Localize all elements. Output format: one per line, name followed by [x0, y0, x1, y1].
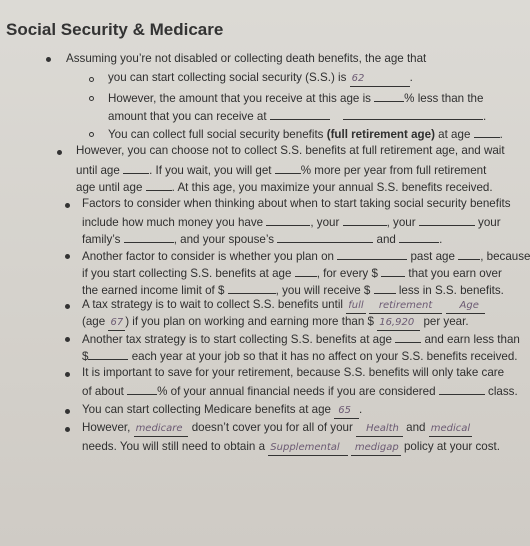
text-line	[82, 298, 485, 314]
handwritten-answer: medical	[430, 423, 471, 434]
line-text: However,	[82, 421, 131, 434]
handwritten-answer: Age	[459, 300, 479, 311]
text-line: amount that you can receive at .	[108, 110, 487, 123]
text-line: Factors to consider when thinking about when to start taking social security benefits	[82, 197, 511, 210]
text-line	[82, 265, 502, 281]
answer-blank[interactable]	[88, 348, 128, 360]
line-text: you can start collecting social security (S.S.) is	[108, 71, 347, 84]
answer-blank[interactable]	[266, 214, 310, 226]
bullet-dot	[46, 57, 51, 62]
line-text: , and your spouse’s	[173, 233, 275, 246]
answer-blank[interactable]	[295, 265, 317, 277]
line-text: your	[478, 216, 501, 229]
text-line	[82, 348, 518, 364]
line-text: the earned income limit of $	[82, 284, 225, 297]
handwritten-answer: Health	[366, 423, 399, 434]
line-text: that you earn over	[408, 267, 502, 280]
bullet-dot	[65, 337, 70, 342]
line-text: Another tax strategy is to start collecting S.S. benefits at age	[82, 333, 392, 346]
line-text: However, the amount that you receive at this age is	[108, 92, 371, 105]
answer-blank[interactable]	[108, 315, 125, 331]
bullet-dot	[65, 427, 70, 432]
line-text: , you will receive $	[275, 284, 371, 297]
bullet-dot	[57, 150, 62, 155]
line-text: (age	[82, 315, 106, 328]
line-text: % less than the	[404, 92, 484, 105]
answer-blank[interactable]	[369, 298, 442, 314]
answer-blank[interactable]	[377, 315, 420, 331]
line-text: . If you wait, you will get	[149, 164, 272, 177]
answer-blank[interactable]	[127, 383, 157, 395]
answer-blank[interactable]	[351, 440, 401, 456]
line-text: and earn less than	[424, 333, 520, 346]
line-text: per year.	[423, 315, 469, 328]
line-text: , because	[480, 250, 530, 263]
answer-blank[interactable]	[350, 71, 410, 87]
line-text: policy at your cost.	[403, 440, 500, 453]
line-text: and	[406, 421, 426, 434]
text-line	[82, 282, 504, 298]
answer-blank[interactable]	[419, 214, 475, 226]
text-line	[82, 383, 518, 399]
line-text: amount that you can receive at	[108, 110, 267, 123]
line-text: doesn’t cover you for all of your	[191, 421, 353, 434]
handwritten-answer: full	[348, 300, 364, 311]
bullet-dot	[65, 254, 70, 259]
answer-blank[interactable]	[439, 383, 485, 395]
text-line: You can collect full social security benefits (full retirement age) at age .	[108, 128, 503, 141]
text-line	[82, 248, 530, 264]
text-line: Assuming you’re not disabled or collecting death benefits, the age that	[66, 52, 427, 65]
title-text: Social Security & Medicare	[6, 20, 224, 39]
line-text: past age	[410, 250, 455, 263]
handwritten-answer: retirement	[378, 300, 433, 311]
text-line	[108, 90, 483, 106]
line-text: ) if you plan on working and earning more than $	[125, 315, 374, 328]
text-line: You can start collecting Medicare benefits at age 65 .	[82, 403, 362, 419]
text-line: you can start collecting social security (S.S.) is 62 .	[108, 71, 413, 87]
handwritten-answer: 62	[351, 73, 365, 84]
answer-blank[interactable]	[429, 421, 472, 437]
text-line	[76, 162, 486, 178]
line-text: until age	[76, 164, 120, 177]
line-text: , your	[386, 216, 416, 229]
line-text: . At this age, you maximize your annual S.S. benefits received.	[171, 181, 493, 194]
line-text: at age	[438, 128, 471, 141]
text-line	[82, 315, 469, 331]
answer-blank[interactable]	[337, 248, 407, 260]
line-text: if you start collecting S.S. benefits at age	[82, 267, 292, 280]
answer-blank[interactable]	[474, 126, 500, 138]
line-text: , for every $	[316, 267, 378, 280]
line-text: of about	[82, 385, 124, 398]
answer-blank[interactable]	[268, 440, 347, 456]
text-line	[76, 179, 493, 195]
line-text: class.	[488, 385, 518, 398]
line-text: and	[376, 233, 396, 246]
answer-blank[interactable]	[356, 421, 403, 437]
answer-blank[interactable]	[446, 298, 485, 314]
text-line: However, you can choose not to collect S.S. benefits at full retirement age, and wait	[76, 144, 505, 157]
answer-blank[interactable]	[374, 282, 396, 294]
line-text: less in S.S. benefits.	[398, 284, 504, 297]
bullet-dot	[65, 304, 70, 309]
answer-blank[interactable]	[134, 421, 189, 437]
answer-blank[interactable]	[123, 162, 149, 174]
answer-blank[interactable]	[458, 248, 480, 260]
bullet-dot	[65, 203, 70, 208]
answer-blank[interactable]	[334, 403, 359, 419]
line-text-bold: (full retirement age)	[326, 128, 435, 141]
line-text: include how much money you have	[82, 216, 264, 229]
answer-blank[interactable]	[381, 265, 405, 277]
line-text: family’s	[82, 233, 121, 246]
answer-blank[interactable]	[270, 108, 330, 120]
answer-blank[interactable]	[374, 90, 404, 102]
line-text: each year at your job so that it has no affect on your S.S. benefits received.	[131, 350, 518, 363]
line-text: $	[82, 350, 89, 363]
answer-blank[interactable]	[228, 282, 276, 294]
handwritten-answer: medicare	[135, 423, 183, 434]
answer-blank[interactable]	[343, 214, 387, 226]
answer-blank[interactable]	[395, 331, 421, 343]
answer-blank[interactable]	[146, 179, 172, 191]
sub-bullet-circle	[89, 96, 94, 101]
handwritten-answer: Supplemental	[270, 442, 340, 453]
answer-blank[interactable]	[399, 231, 439, 243]
text-line	[82, 421, 472, 437]
sub-bullet-circle	[89, 132, 94, 137]
handwritten-answer: 16,920	[379, 317, 415, 328]
answer-blank[interactable]	[346, 298, 365, 314]
answer-blank[interactable]	[343, 108, 483, 120]
answer-blank[interactable]	[277, 231, 373, 243]
text-line	[82, 331, 520, 347]
answer-blank[interactable]	[275, 162, 301, 174]
sub-bullet-circle	[89, 77, 94, 82]
line-text: Another factor to consider is whether you plan on	[82, 250, 334, 263]
line-text: age until age	[76, 181, 143, 194]
text-line: It is important to save for your retirement, because S.S. benefits will only take care	[82, 366, 505, 379]
text-line: family’s , and your spouse’s and .	[82, 233, 443, 246]
handwritten-answer: medigap	[354, 442, 399, 453]
line-text: , your	[310, 216, 340, 229]
line-text: % more per year from full retirement	[300, 164, 487, 177]
text-line	[82, 214, 501, 230]
answer-blank[interactable]	[124, 231, 174, 243]
page-title	[6, 20, 223, 40]
line-text: needs. You will still need to obtain a	[82, 440, 266, 453]
bullet-dot	[65, 372, 70, 377]
handwritten-answer: 67	[110, 317, 124, 328]
line-text: % of your annual financial needs if you are considered	[157, 385, 436, 398]
line-text: You can collect full social security benefits	[108, 128, 324, 141]
line-text: A tax strategy is to wait to collect S.S. benefits until	[82, 298, 343, 311]
bullet-dot	[65, 409, 70, 414]
line-text: You can start collecting Medicare benefits at age	[82, 403, 331, 416]
handwritten-answer: 65	[338, 405, 351, 416]
text-line	[82, 440, 500, 456]
